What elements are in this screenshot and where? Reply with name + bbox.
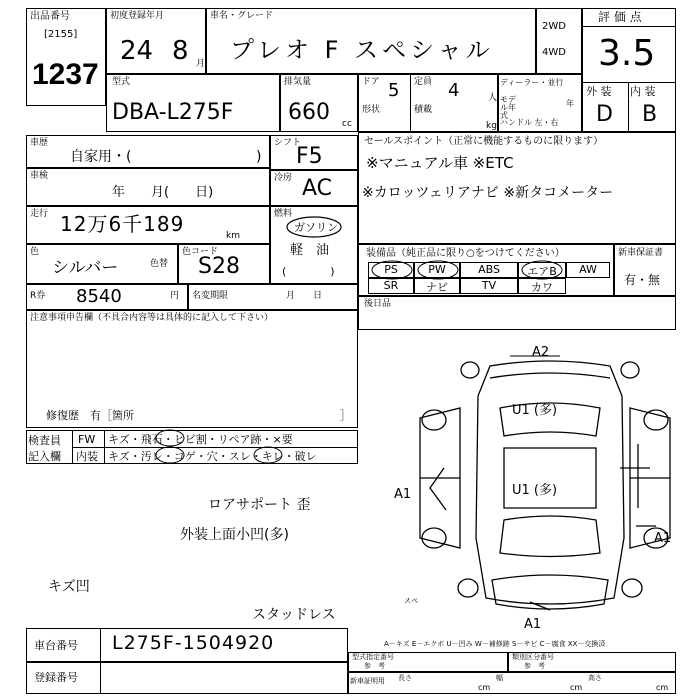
dealer-label: ディーラー・並行 [500, 78, 564, 87]
equip-sr: SR [368, 278, 414, 294]
warranty-label: 新車保証書 [618, 248, 664, 258]
note-studless: スタッドレス [252, 607, 336, 623]
color-code-value: S28 [198, 254, 240, 279]
fuel-diesel: 軽 油 [290, 243, 330, 258]
equip-tv: TV [460, 278, 518, 294]
door-label: ドア [362, 77, 380, 87]
note-scratch-dent: キズ凹 [48, 579, 90, 595]
equip-abs: ABS [460, 262, 518, 278]
history-value: 自家用・( [70, 149, 132, 165]
inspector-row1: キズ・飛石・ヒビ割・リペア跡・×要 [108, 433, 293, 446]
length-cm: cm [478, 683, 491, 692]
mileage-label: 走行 [30, 209, 49, 219]
grade-vsplit [628, 82, 629, 132]
inspector-row2: キズ・汚レ・コゲ・穴・スレ・キレ・破レ [108, 450, 317, 463]
capacity-unit: 人 [488, 93, 498, 103]
model-value: DBA-L275F [112, 100, 234, 125]
inspector-vsplit [72, 430, 73, 464]
inspector-label-1: 検査員 [28, 434, 61, 447]
equip-aw: AW [566, 262, 610, 278]
inspector-row2-head: 内装 [76, 450, 98, 463]
car-diagram [400, 345, 690, 648]
height-cm: cm [656, 683, 669, 692]
lot-small-number: [2155] [44, 29, 78, 40]
first-reg-label: 初度登録年月 [110, 11, 165, 21]
first-reg-month: 8 [172, 36, 189, 66]
width-cm: cm [570, 683, 583, 692]
history-close: ) [256, 149, 262, 165]
displacement-label: 排気量 [284, 77, 312, 87]
type-number-ref: 参 考 [364, 662, 385, 670]
color-value: シルバー [52, 258, 119, 278]
recycle-value: 8540 [76, 286, 122, 307]
height-label: 高さ [588, 674, 602, 682]
diagram-u1-mid: U1 (多) [512, 483, 558, 498]
equip-leather: カワ [518, 278, 566, 294]
grade-divider-2 [582, 82, 676, 83]
capacity-label: 定員 [414, 77, 433, 87]
equip-ps: PS [368, 262, 414, 278]
sales-line1: ※マニュアル車 ※ETC [366, 154, 514, 172]
chassis-split [100, 628, 101, 662]
inspector-row1-head: FW [78, 433, 96, 446]
after-box [358, 296, 676, 330]
history-label: 車歴 [30, 138, 49, 148]
diagram-a1-bottom: A1 [524, 617, 542, 632]
grade-score: 3.5 [598, 33, 656, 74]
model-label: 型式 [112, 77, 131, 87]
diagram-a1-left: A1 [394, 487, 412, 502]
inspector-vsplit-2 [104, 430, 105, 464]
diagram-u1-top: U1 (多) [512, 403, 558, 418]
diagram-front-label: スペ [404, 597, 418, 605]
shift-value: F5 [296, 144, 323, 169]
diagram-a1-right: A1 [654, 531, 672, 546]
color-code-label: 色コード [182, 247, 219, 257]
shape-label: 形状 [362, 105, 381, 115]
inspection-label: 車検 [30, 171, 49, 181]
car-name: プレオ F スペシャル [230, 36, 494, 64]
sales-line2: ※カロッツェリアナビ ※新タコメーター [362, 185, 614, 201]
first-reg-year: 24 [120, 36, 154, 66]
car-name-label: 車名・グレード [210, 11, 274, 21]
door-vsplit [410, 74, 411, 132]
registration-split [100, 662, 101, 694]
length-label: 長さ [398, 674, 412, 682]
note-exterior-dents: 外装上面小凹(多) [180, 527, 289, 543]
color-label: 色 [30, 247, 40, 257]
repair-label: 修復歴 有［箇所 [46, 409, 134, 422]
load-unit: kg [486, 121, 497, 131]
fuel-label: 燃料 [274, 209, 293, 219]
equip-circles [364, 258, 614, 282]
diagram-a2: A2 [532, 345, 550, 360]
load-label: 積載 [414, 105, 433, 115]
inspector-circles [140, 428, 300, 466]
recycle-label: R券 [30, 291, 46, 301]
fuel-paren: ( ) [282, 265, 335, 278]
name-change-value: 月 日 [286, 291, 323, 301]
door-value: 5 [388, 80, 400, 101]
int-label: 内 装 [630, 85, 656, 98]
cert-label: 新車証明用 [350, 677, 385, 685]
mileage-value: 12万6千189 [60, 212, 185, 236]
chassis-value: L275F-1504920 [112, 632, 275, 654]
width-label: 幅 [496, 674, 503, 682]
sales-label: セールスポイント（正常に機能するものに限ります） [364, 136, 604, 147]
capacity-value: 4 [448, 80, 460, 101]
class-number-label: 類別区分番号 [512, 653, 554, 661]
int-value: B [642, 102, 658, 127]
warranty-value: 有・無 [624, 273, 661, 287]
inspection-value: 年 月( 日) [112, 185, 214, 200]
registration-label: 登録番号 [34, 671, 78, 684]
ext-value: D [596, 102, 613, 127]
chassis-label: 車台番号 [34, 639, 78, 652]
equip-pw: PW [414, 262, 460, 278]
shift-label: シフト [274, 138, 302, 148]
fuel-circle [284, 214, 344, 240]
equip-navi: ナビ [414, 278, 460, 294]
ac-value: AC [302, 176, 333, 201]
ext-label: 外 装 [586, 85, 612, 98]
type-number-label: 型式指定番号 [352, 653, 394, 661]
inspector-label-2: 記入欄 [28, 450, 61, 463]
recolor-label: 色替 [150, 259, 169, 269]
month-suffix: 月 [196, 59, 206, 69]
lot-label: 出品番号 [30, 11, 70, 22]
model-year-label: モデル年式 [500, 95, 516, 120]
handle-label: ハンドル 左・右 [500, 118, 559, 127]
fuel-gas: ガソリン [294, 221, 338, 234]
history-box [26, 135, 270, 168]
displacement-value: 660 [288, 100, 330, 125]
recycle-unit: 円 [170, 291, 180, 301]
drive-2wd: 2WD [542, 21, 566, 32]
equip-airbag: エアB [518, 262, 566, 278]
after-label: 後日品 [364, 299, 392, 309]
drive-box [536, 8, 582, 74]
repair-close: ］ [340, 409, 351, 422]
lot-number: 1237 [32, 58, 99, 91]
ac-label: 冷房 [274, 173, 293, 183]
equipment-label: 装備品（純正品に限り○をつけてください） [366, 248, 565, 259]
grade-divider [582, 26, 676, 27]
displacement-unit: cc [342, 119, 352, 129]
drive-4wd: 4WD [542, 47, 566, 58]
grade-label: 評 価 点 [598, 10, 642, 24]
year-suffix: 年 [566, 99, 574, 108]
name-change-label: 名変期限 [192, 291, 229, 301]
class-number-ref: 参 考 [524, 662, 545, 670]
note-lower-support: ロアサポート 歪 [208, 497, 311, 513]
lot-box [26, 8, 106, 106]
diagram-legend: A－キズ E－エクボ U－凹み W－補修跡 S－サビ C－腐食 XX－交換済 [384, 640, 606, 648]
notes-label: 注意事項申告欄（不具合内容等は具体的に記入して下さい） [30, 313, 274, 323]
mileage-unit: km [226, 231, 240, 241]
